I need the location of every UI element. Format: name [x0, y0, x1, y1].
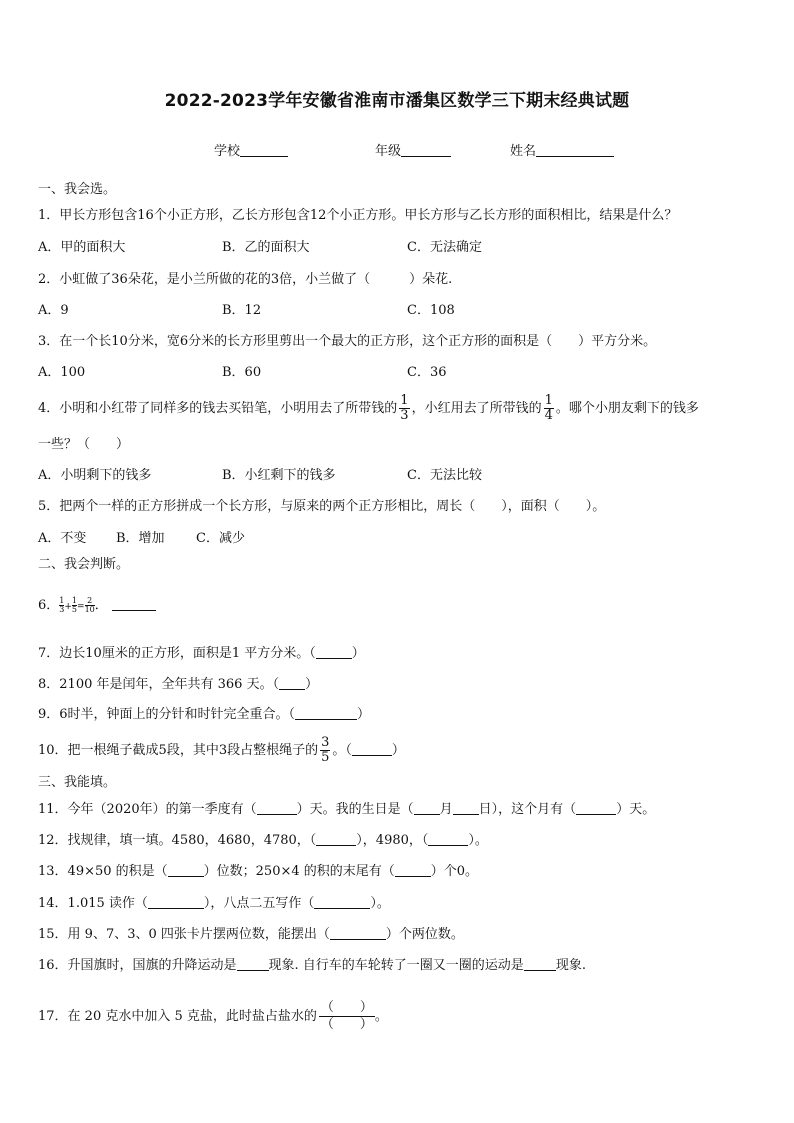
q17-numerator-blank[interactable]: （ ）: [320, 1000, 373, 1015]
page-title: 2022-2023学年安徽省淮南市潘集区数学三下期末经典试题: [164, 91, 630, 111]
name-blank[interactable]: [536, 143, 614, 157]
question-3: 3．在一个长10分米，宽6分米的长方形里剪出一个最大的正方形，这个正方形的面积是（ ）平方分米。: [38, 334, 657, 349]
q16-part-3: 现象.: [555, 958, 586, 973]
q13-part-1: 13．49×50 的积是（: [38, 864, 168, 879]
q17-fraction-answer[interactable]: [319, 1000, 375, 1033]
q4-fraction-one-third: [399, 394, 409, 423]
q10-den: 5: [321, 750, 330, 765]
q4-option-a[interactable]: A．小明剩下的钱多: [38, 468, 152, 483]
q10-text: 10．把一根绳子截成5段，其中3段占整根绳子的: [38, 743, 319, 758]
question-9: [38, 707, 370, 723]
q10-num: 3: [321, 735, 330, 750]
q14-part-2: ），八点二五写作（: [203, 896, 315, 911]
question-6: [38, 597, 156, 615]
q3-option-a[interactable]: A．100: [38, 365, 86, 380]
q12-blank-2[interactable]: [428, 833, 468, 846]
q13-part-3: ）个0。: [430, 864, 479, 879]
q14-blank-2[interactable]: [314, 896, 370, 909]
q5-option-a[interactable]: A．不变: [38, 531, 87, 546]
q3-option-c[interactable]: C．36: [407, 365, 447, 380]
q12-part-2: ），4980，（: [356, 833, 429, 848]
grade-label: 年级: [375, 144, 402, 159]
q6-answer-blank[interactable]: [112, 598, 156, 611]
q16-blank-1[interactable]: [237, 958, 269, 971]
q10-fraction: [320, 736, 330, 765]
q13-blank-1[interactable]: [168, 864, 204, 877]
q6-fraction-3: [85, 597, 95, 614]
question-14: [38, 896, 390, 912]
q6-f2-den: 5: [71, 605, 78, 614]
q14-part-1: 14．1.015 读作（: [38, 896, 148, 911]
q2-option-b[interactable]: B．12: [222, 303, 262, 318]
q4-fraction-one-fourth: [544, 394, 554, 423]
q4-f1-den: 3: [400, 408, 409, 423]
q6-f1-num: 1: [59, 596, 65, 605]
q10-end-2: ）: [391, 743, 405, 758]
section-1-heading: 一、我会选。: [38, 182, 117, 197]
q15-blank[interactable]: [330, 927, 386, 940]
name-field[interactable]: [510, 140, 614, 159]
question-8: [38, 677, 318, 693]
q10-end-1: 。（: [332, 743, 352, 758]
q4-option-b[interactable]: B．小红剩下的钱多: [222, 468, 336, 483]
school-label: 学校: [214, 144, 241, 159]
q16-blank-2[interactable]: [524, 958, 556, 971]
q6-f1-den: 3: [59, 605, 65, 614]
q4-f2-den: 4: [544, 408, 553, 423]
q1-option-b[interactable]: B．乙的面积大: [222, 240, 310, 255]
q6-equals: =: [77, 602, 85, 612]
question-17: [38, 1000, 388, 1033]
question-5: 5．把两个一样的正方形拼成一个长方形，与原来的两个正方形相比，周长（ ），面积（ ）。: [38, 499, 606, 514]
q9-end: ）: [357, 707, 371, 722]
question-13: [38, 864, 478, 880]
q6-f3-den: 10: [84, 605, 95, 614]
grade-blank[interactable]: [401, 143, 451, 157]
q6-label: 6．: [38, 598, 60, 613]
q6-plus: +: [64, 602, 72, 612]
q11-part-3: 月: [439, 802, 453, 817]
section-2-heading: 二、我会判断。: [38, 557, 130, 572]
question-2: 2．小虹做了36朵花，是小兰所做的花的3倍，小兰做了（ ）朵花.: [38, 272, 453, 287]
grade-field[interactable]: [375, 140, 451, 159]
q16-part-1: 16．升国旗时，国旗的升降运动是: [38, 958, 237, 973]
q5-option-c[interactable]: C．减少: [196, 531, 245, 546]
q4-f2-num: 1: [544, 393, 553, 408]
q13-blank-2[interactable]: [395, 864, 431, 877]
q15-part-2: ）个两位数。: [385, 927, 464, 942]
q15-part-1: 15．用 9、7、3、0 四张卡片摆两位数，能摆出（: [38, 927, 330, 942]
q8-text: 8．2100 年是闰年，全年共有 366 天。（: [38, 677, 280, 692]
q11-blank-month-days[interactable]: [576, 802, 616, 815]
q5-option-b[interactable]: B．增加: [116, 531, 165, 546]
q11-blank-days[interactable]: [257, 802, 297, 815]
name-label: 姓名: [510, 144, 537, 159]
q3-option-b[interactable]: B．60: [222, 365, 262, 380]
q11-blank-month[interactable]: [414, 802, 440, 815]
q7-text: 7．边长10厘米的正方形，面积是1 平方分米。（: [38, 646, 316, 661]
q6-f3-num: 2: [85, 597, 95, 606]
q4-text-3: 。哪个小朋友剩下的钱多: [555, 401, 699, 416]
q2-option-c[interactable]: C．108: [407, 303, 455, 318]
q11-blank-day[interactable]: [453, 802, 479, 815]
q7-answer-blank[interactable]: [316, 646, 352, 659]
school-field[interactable]: [214, 140, 288, 159]
question-10: [38, 736, 405, 765]
q10-answer-blank[interactable]: [352, 743, 392, 756]
q6-f2-num: 1: [71, 596, 78, 605]
q17-denominator-blank[interactable]: （ ）: [320, 1017, 373, 1032]
q8-end: ）: [305, 677, 319, 692]
q9-answer-blank[interactable]: [295, 707, 357, 720]
q17-end: 。: [374, 1009, 388, 1024]
q7-end: ）: [351, 646, 365, 661]
q11-part-5: ）天。: [616, 802, 656, 817]
q9-text: 9．6时半，钟面上的分针和时针完全重合。（: [38, 707, 296, 722]
q14-blank-1[interactable]: [148, 896, 204, 909]
q1-option-a[interactable]: A．甲的面积大: [38, 240, 126, 255]
question-4-line-1: [38, 394, 699, 423]
question-4-line-2: 一些？（ ）: [38, 437, 130, 452]
question-7: [38, 646, 365, 662]
q13-part-2: ）位数；250×4 的积的末尾有（: [203, 864, 395, 879]
question-16: [38, 958, 586, 974]
q14-part-3: ）。: [370, 896, 390, 911]
q4-option-c[interactable]: C．无法比较: [407, 468, 482, 483]
q12-part-1: 12．找规律，填一填。4580，4680，4780，（: [38, 833, 317, 848]
q4-text-1: 4．小明和小红带了同样多的钱去买铅笔，小明用去了所带钱的: [38, 401, 398, 416]
q16-part-2: 现象. 自行车的车轮转了一圈又一圈的运动是: [268, 958, 524, 973]
q12-blank-1[interactable]: [316, 833, 356, 846]
school-blank[interactable]: [240, 143, 288, 157]
question-1: 1．甲长方形包含16个小正方形，乙长方形包含12个小正方形。甲长方形与乙长方形的面积相比，结果是什么？: [38, 208, 678, 223]
section-3-heading: 三、我能填。: [38, 775, 117, 790]
q1-option-c[interactable]: C．无法确定: [407, 240, 482, 255]
q4-f1-num: 1: [400, 393, 409, 408]
q8-answer-blank[interactable]: [279, 677, 305, 690]
question-15: [38, 927, 464, 943]
q12-part-3: ）。: [468, 833, 488, 848]
question-11: [38, 802, 655, 818]
question-12: [38, 833, 488, 849]
q11-part-2: ）天。我的生日是（: [296, 802, 414, 817]
q17-part-1: 17．在 20 克水中加入 5 克盐，此时盐占盐水的: [38, 1009, 317, 1024]
q2-option-a[interactable]: A．9: [38, 303, 69, 318]
q6-dot: ．: [94, 598, 108, 613]
q4-text-2: ，小红用去了所带钱的: [411, 401, 542, 416]
q11-part-1: 11．今年（2020年）的第一季度有（: [38, 802, 257, 817]
q11-part-4: 日），这个月有（: [478, 802, 577, 817]
